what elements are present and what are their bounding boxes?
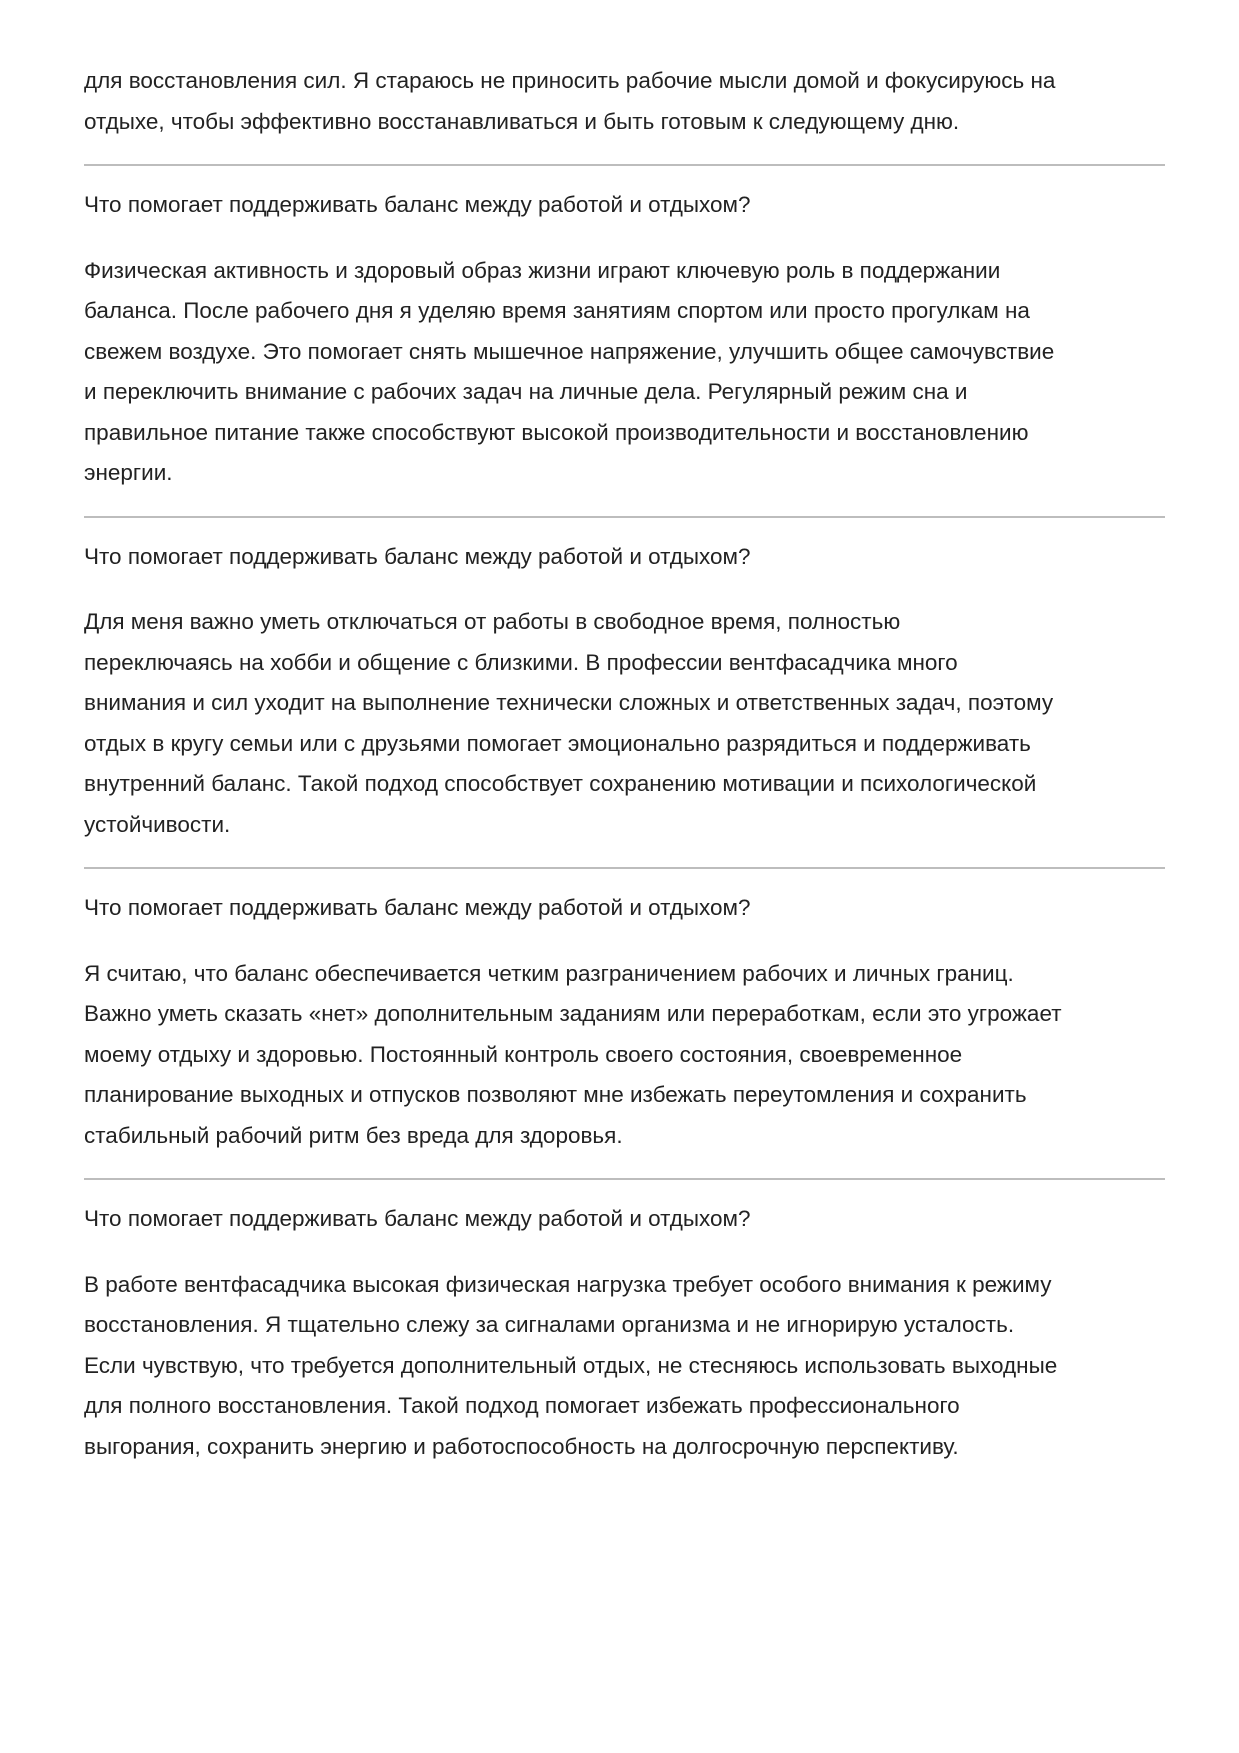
text-line: для восстановления сил. Я стараюсь не приносить рабочие мысли домой и фокусируюсь на bbox=[84, 68, 1056, 93]
answer-paragraph bbox=[84, 602, 1165, 845]
text-line: переключаясь на хобби и общение с близкими. В профессии вентфасадчика много bbox=[84, 649, 958, 675]
text-line: внутренний баланс. Такой подход способствует сохранению мотивации и психологической bbox=[84, 771, 1037, 796]
section-divider bbox=[84, 1178, 1165, 1180]
question-text: Что помогает поддерживать баланс между работой и отдыхом? bbox=[84, 895, 751, 920]
question-text: Что помогает поддерживать баланс между работой и отдыхом? bbox=[84, 1206, 751, 1231]
section-divider bbox=[84, 516, 1165, 518]
qa-section bbox=[84, 164, 1165, 494]
qa-sections bbox=[84, 164, 1165, 1467]
text-line: В работе вентфасадчика высокая физическая нагрузка требует особого внимания к режиму bbox=[84, 1271, 1052, 1297]
text-line: восстановления. Я тщательно слежу за сигналами организма и не игнорирую усталость. bbox=[84, 1312, 1015, 1337]
text-line: отдыхе, чтобы эффективно восстанавливаться и быть готовым к следующему дню. bbox=[84, 108, 960, 134]
text-line: устойчивости. bbox=[84, 811, 231, 837]
text-line: энергии. bbox=[84, 460, 173, 485]
answer-paragraph bbox=[84, 1265, 1165, 1468]
text-line: Если чувствую, что требуется дополнительный отдых, не стесняюсь использовать выходные bbox=[84, 1352, 1058, 1378]
answer-paragraph bbox=[84, 954, 1165, 1157]
text-line: стабильный рабочий ритм без вреда для здоровья. bbox=[84, 1122, 623, 1148]
text-line: планирование выходных и отпусков позволяют мне избежать переутомления и сохранить bbox=[84, 1082, 1027, 1107]
text-line: Физическая активность и здоровый образ жизни играют ключевую роль в поддержании bbox=[84, 257, 1001, 283]
text-line: и переключить внимание с рабочих задач на личные дела. Регулярный режим сна и bbox=[84, 379, 968, 404]
question-text: Что помогает поддерживать баланс между работой и отдыхом? bbox=[84, 543, 751, 569]
text-line: Для меня важно уметь отключаться от работы в свободное время, полностью bbox=[84, 609, 901, 634]
text-line: свежем воздухе. Это помогает снять мышечное напряжение, улучшить общее самочувствие bbox=[84, 338, 1055, 364]
question-text: Что помогает поддерживать баланс между работой и отдыхом? bbox=[84, 192, 751, 217]
text-line: моему отдыху и здоровью. Постоянный контроль своего состояния, своевременное bbox=[84, 1041, 963, 1067]
section-divider bbox=[84, 164, 1165, 166]
qa-section bbox=[84, 867, 1165, 1156]
section-divider bbox=[84, 867, 1165, 869]
text-line: внимания и сил уходит на выполнение технически сложных и ответственных задач, поэтому bbox=[84, 690, 1054, 715]
document-body bbox=[84, 61, 1165, 1467]
text-line: баланса. После рабочего дня я уделяю время занятиям спортом или просто прогулкам на bbox=[84, 298, 1030, 323]
intro-paragraph bbox=[84, 61, 1165, 142]
text-line: Важно уметь сказать «нет» дополнительным заданиям или переработкам, если это угрожает bbox=[84, 1001, 1062, 1026]
text-line: для полного восстановления. Такой подход помогает избежать профессионального bbox=[84, 1393, 960, 1418]
text-line: Я считаю, что баланс обеспечивается четким разграничением рабочих и личных границ. bbox=[84, 960, 1014, 986]
answer-paragraph bbox=[84, 251, 1165, 494]
text-line: выгорания, сохранить энергию и работоспособность на долгосрочную перспективу. bbox=[84, 1433, 959, 1459]
text-line: правильное питание также способствуют высокой производительности и восстановлению bbox=[84, 419, 1029, 445]
qa-section bbox=[84, 1178, 1165, 1467]
qa-section bbox=[84, 516, 1165, 846]
text-line: отдых в кругу семьи или с друзьями помогает эмоционально разрядиться и поддерживать bbox=[84, 730, 1031, 756]
